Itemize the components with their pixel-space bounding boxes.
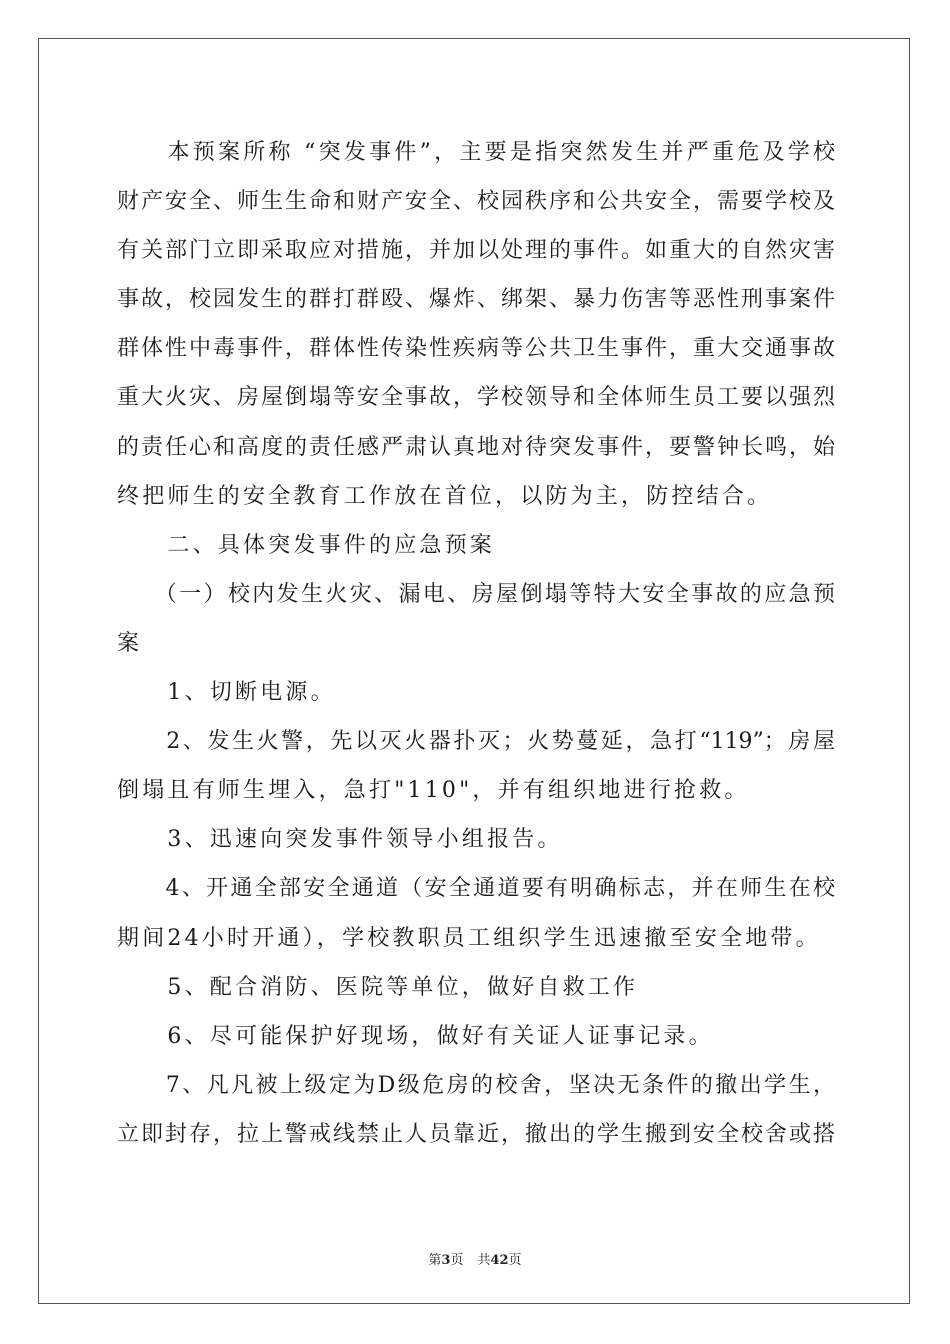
total-pages-number: 42 xyxy=(490,1253,509,1268)
current-page-number: 3 xyxy=(441,1253,451,1268)
list-item-continued: 倒塌且有师生埋入，急打"110"，并有组织地进行抢救。 xyxy=(117,778,750,804)
subsection-heading-continued: 案 xyxy=(117,630,143,656)
text-line: 重大火灾、房屋倒塌等安全事故，学校领导和全体师生员工要以强烈 xyxy=(117,385,835,411)
document-body xyxy=(117,128,835,1159)
text-line: 终把师生的安全教育工作放在首位，以防为主，防控结合。 xyxy=(117,483,773,509)
text-line: 有关部门立即采取应对措施，并加以处理的事件。如重大的自然灾害 xyxy=(117,238,835,264)
list-item: 6、尽可能保护好现场，做好有关证人证事记录。 xyxy=(117,1023,714,1049)
list-item-continued: 期间24小时开通），学校教职员工组织学生迅速撤至安全地带。 xyxy=(117,925,821,951)
list-item-continued: 立即封存，拉上警戒线禁止人员靠近，撤出的学生搬到安全校舍或搭 xyxy=(117,1121,835,1147)
text-line: 本预案所称 “突发事件”，主要是指突然发生并严重危及学校 xyxy=(117,140,835,165)
footer-total-prefix: 共 xyxy=(477,1253,491,1268)
section-heading: 二、具体突发事件的应急预案 xyxy=(117,532,496,558)
list-item: 7、凡凡被上级定为D级危房的校舍，坚决无条件的撤出学生， xyxy=(117,1072,835,1098)
list-item: 4、开通全部安全通道（安全通道要有明确标志，并在师生在校 xyxy=(117,876,835,902)
list-item: 2、发生火警，先以灭火器扑灭；火势蔓延，急打“119”；房屋 xyxy=(117,729,835,755)
page-footer xyxy=(0,1249,950,1268)
subsection-heading: （一）校内发生火灾、漏电、房屋倒塌等特大安全事故的应急预 xyxy=(117,581,835,607)
footer-total-unit: 页 xyxy=(508,1253,522,1268)
text-line: 事故，校园发生的群打群殴、爆炸、绑架、暴力伤害等恶性刑事案件 xyxy=(117,287,835,313)
list-item: 5、配合消防、医院等单位，做好自救工作 xyxy=(117,974,639,1000)
footer-prefix: 第 xyxy=(428,1253,442,1268)
list-item: 1、切断电源。 xyxy=(117,680,336,706)
text-line: 财产安全、师生生命和财产安全、校园秩序和公共安全，需要学校及 xyxy=(117,189,835,215)
text-line: 群体性中毒事件，群体性传染性疾病等公共卫生事件，重大交通事故 xyxy=(117,336,835,362)
text-line: 的责任心和高度的责任感严肃认真地对待突发事件，要警钟长鸣，始 xyxy=(117,434,835,460)
footer-page-unit: 页 xyxy=(450,1253,464,1268)
list-item: 3、迅速向突发事件领导小组报告。 xyxy=(117,827,563,853)
